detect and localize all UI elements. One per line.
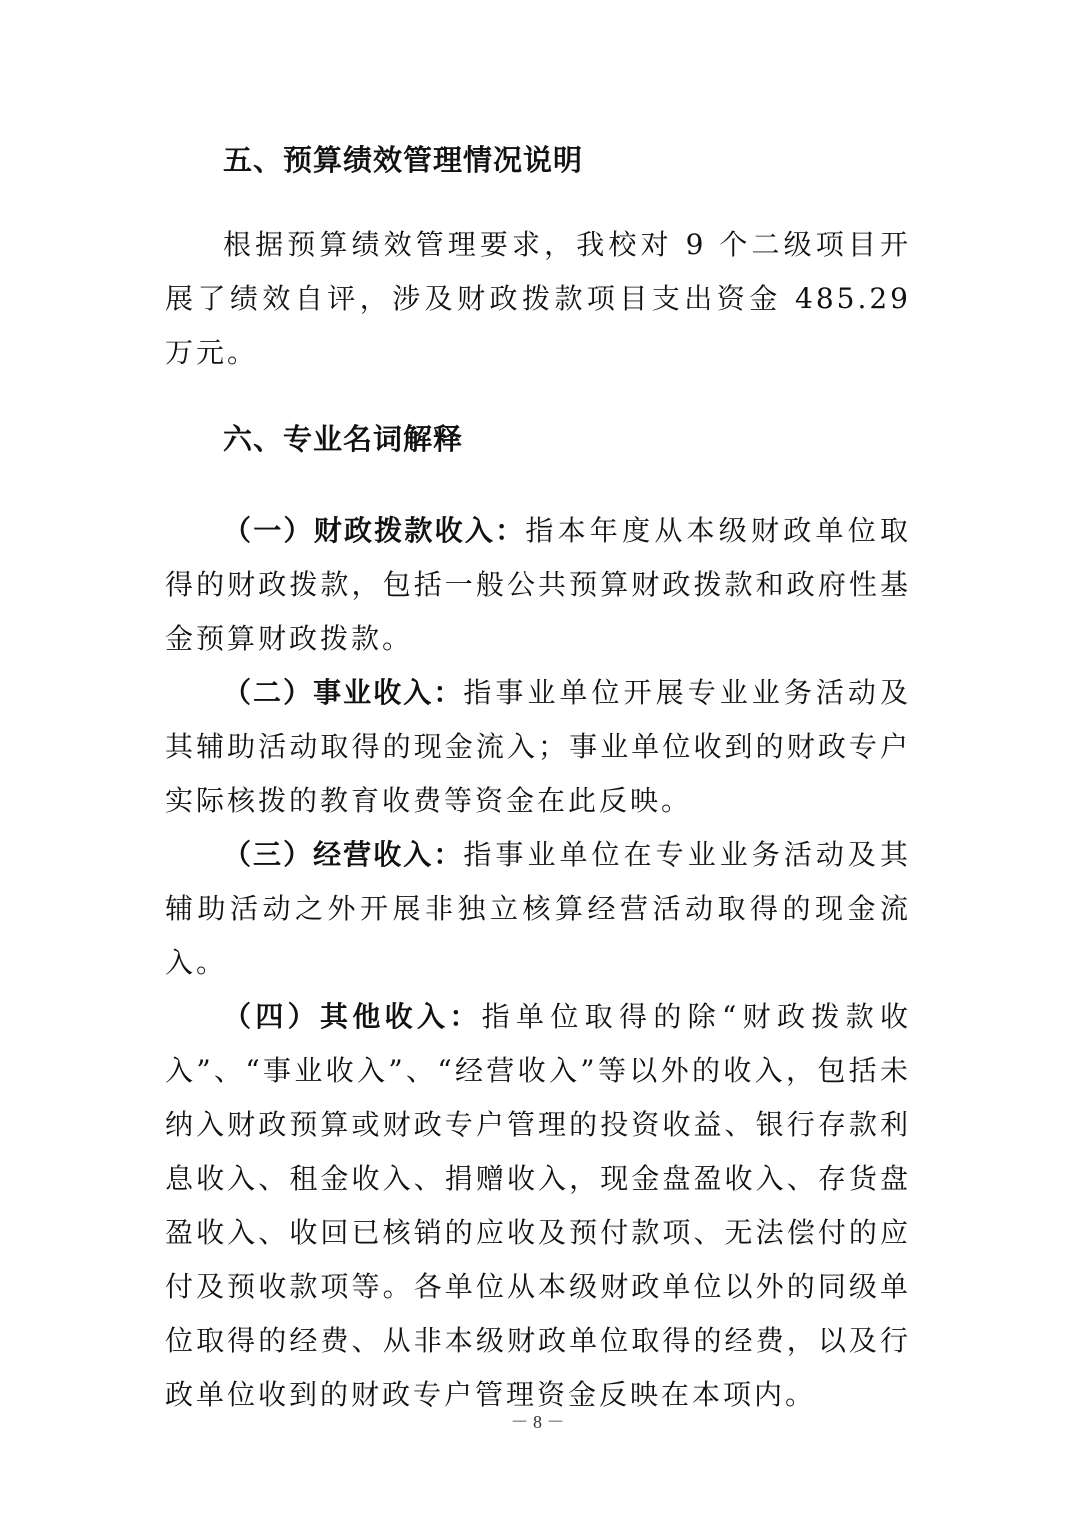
term-definition: 指本年度从本级财政单位取得的财政拨款，包括一般公共预算财政拨款和政府性基金预算财政拨款。 — [165, 514, 911, 655]
page-content — [165, 135, 911, 1422]
term-definition: 指单位取得的除“财政拨款收入”、“事业收入”、“经营收入”等以外的收入，包括未纳入财政预算或财政专户管理的投资收益、银行存款利息收入、租金收入、捐赠收入，现金盘盈收入、存货盘盈收入、收回已核销的应收及预付款项、无法偿付的应付及预收款项等。各单位从本级财政单位以外的同级单位取得的经费、从非本级财政单位取得的经费，以及行政单位收到的财政专户管理资金反映在本项内。 — [165, 1000, 911, 1411]
page-number: － 8 － — [510, 1412, 565, 1432]
term-other-income — [165, 990, 911, 1422]
section-heading-terms: 六、专业名词解释 — [223, 422, 464, 456]
term-label: （一）财政拨款收入： — [223, 514, 526, 547]
term-fiscal-appropriation-income — [165, 504, 911, 666]
paragraph-budget-performance: 根据预算绩效管理要求，我校对 9 个二级项目开展了绩效自评，涉及财政拨款项目支出资金 485.29 万元。 — [165, 228, 911, 369]
term-label: （二）事业收入： — [223, 676, 464, 709]
term-operating-income — [165, 828, 911, 990]
term-business-income — [165, 666, 911, 828]
term-definition: 指事业单位在专业业务活动及其辅助活动之外开展非独立核算经营活动取得的现金流入。 — [165, 838, 911, 979]
section-heading-budget-performance: 五、预算绩效管理情况说明 — [223, 143, 584, 177]
term-label: （三）经营收入： — [223, 838, 464, 871]
term-definition: 指事业单位开展专业业务活动及其辅助活动取得的现金流入；事业单位收到的财政专户实际核拨的教育收费等资金在此反映。 — [165, 676, 911, 817]
term-label: （四）其他收入： — [223, 1000, 482, 1033]
